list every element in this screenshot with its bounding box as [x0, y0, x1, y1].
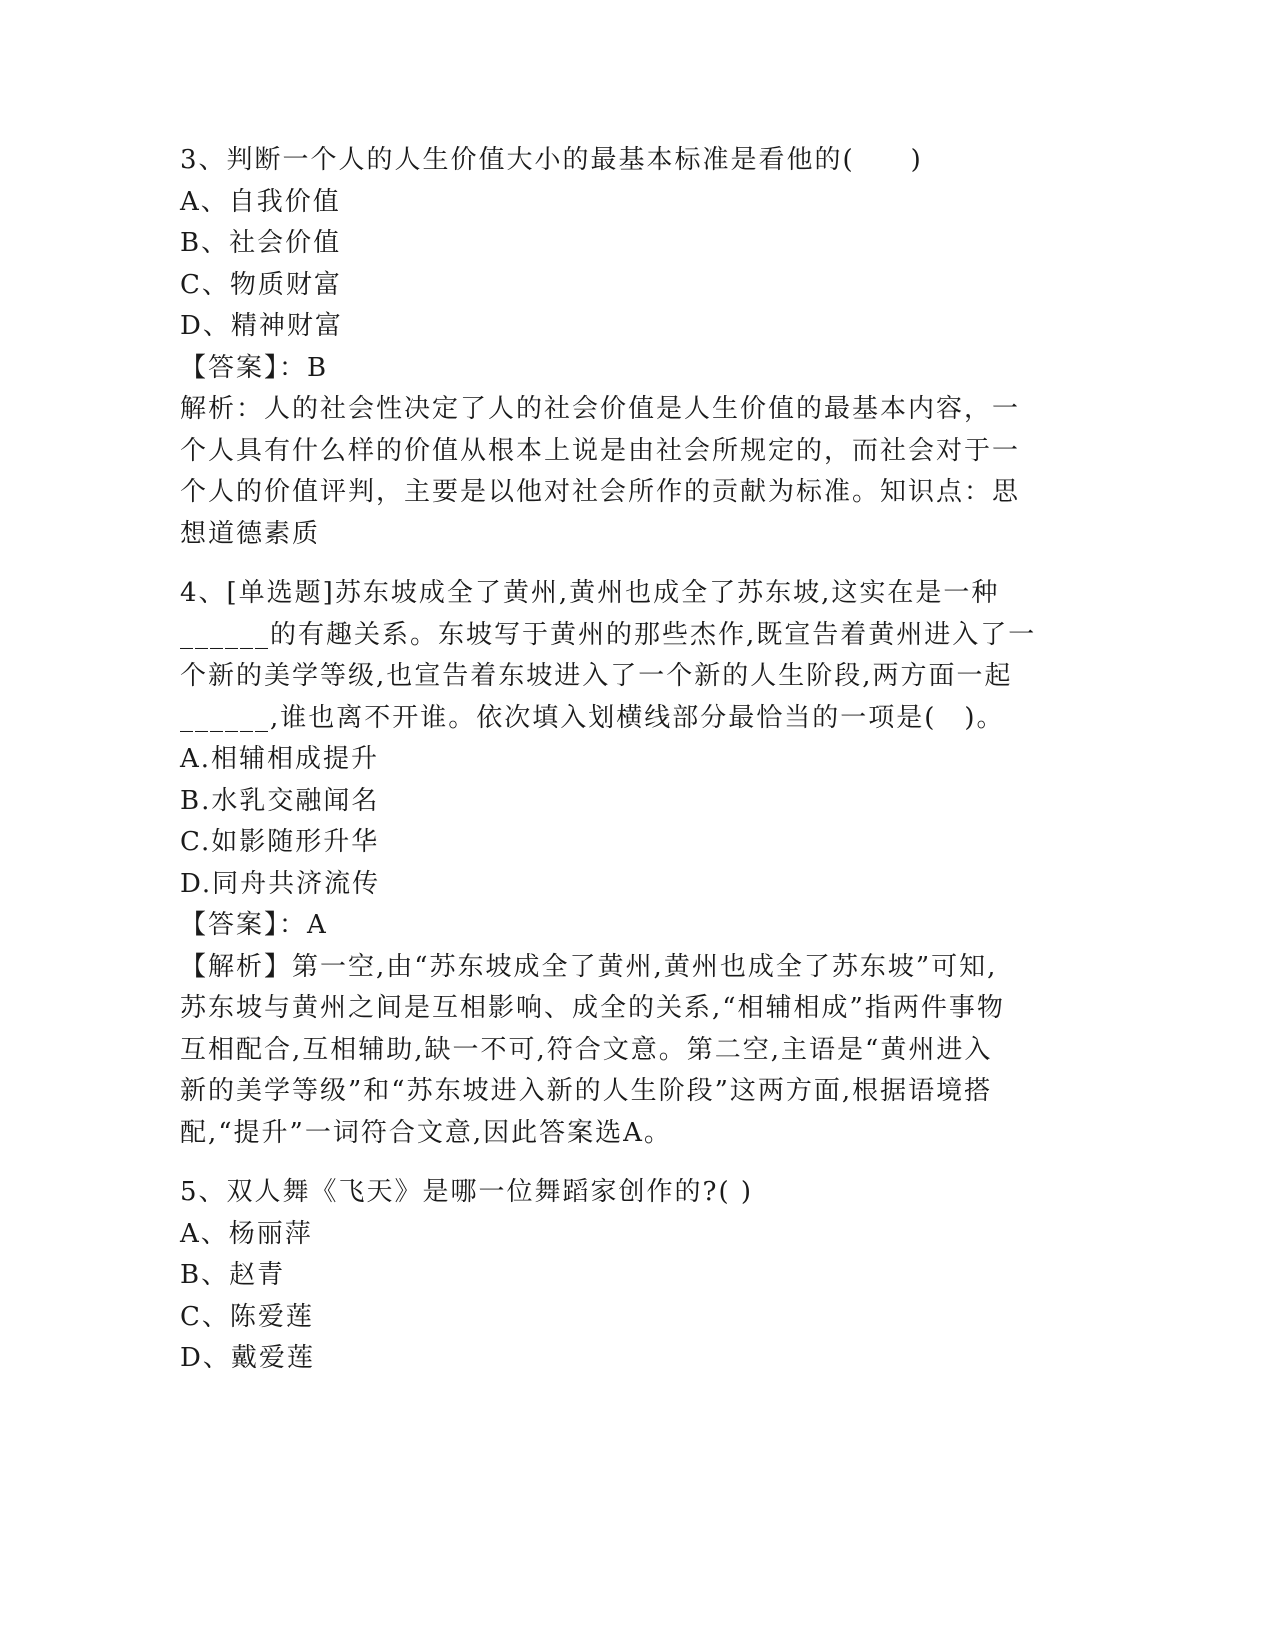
question-stem-line: 个新的美学等级,也宣告着东坡进入了一个新的人生阶段,两方面一起: [180, 661, 1013, 691]
spacer: [180, 555, 1040, 573]
option-c: C.如影随形升华: [180, 827, 380, 857]
question-stem-line: ______的有趣关系。东坡写于黄州的那些杰作,既宣告着黄州进入了一: [180, 619, 1037, 650]
option-d: D.同舟共济流传: [180, 868, 381, 899]
question-3: [180, 140, 1040, 555]
answer-line: 【答案】：B: [180, 352, 329, 383]
question-5: [180, 1172, 1040, 1380]
question-4: [180, 573, 1040, 1154]
analysis-line: 互相配合,互相辅助,缺一不可,符合文意。第二空,主语是“黄州进入: [180, 1034, 993, 1065]
analysis-line: 想道德素质: [180, 518, 321, 549]
option-b: B、赵青: [180, 1260, 286, 1290]
analysis-line: 个人的价值评判，主要是以他对社会所作的贡献为标准。知识点：思: [180, 477, 1021, 507]
analysis-line: 苏东坡与黄州之间是互相影响、成全的关系,“相辅相成”指两件事物: [180, 993, 1005, 1023]
option-c: C、陈爱莲: [180, 1301, 314, 1332]
option-b: B.水乳交融闻名: [180, 785, 380, 816]
question-stem: 5、双人舞《飞天》是哪一位舞蹈家创作的?( ): [180, 1177, 754, 1207]
analysis-line: 个人具有什么样的价值从根本上说是由社会所规定的，而社会对于一: [180, 435, 1021, 466]
option-a: A.相辅相成提升: [180, 744, 380, 774]
answer-line: 【答案】：A: [180, 910, 328, 940]
document-page: [180, 140, 1040, 1380]
option-c: C、物质财富: [180, 269, 342, 300]
question-stem: 3、判断一个人的人生价值大小的最基本标准是看他的( ): [180, 145, 923, 175]
option-b: B、社会价值: [180, 228, 342, 258]
option-d: D、精神财富: [180, 311, 343, 341]
analysis-line: 新的美学等级”和“苏东坡进入新的人生阶段”这两方面,根据语境搭: [180, 1076, 993, 1106]
option-a: A、自我价值: [180, 186, 341, 217]
question-stem-line: 4、[单选题]苏东坡成全了黄州,黄州也成全了苏东坡,这实在是一种: [180, 578, 1000, 608]
analysis-line: 配,“提升”一词符合文意,因此答案选A。: [180, 1117, 672, 1148]
analysis-line: 解析：人的社会性决定了人的社会价值是人生价值的最基本内容，一: [180, 394, 1021, 424]
option-d: D、戴爱莲: [180, 1343, 315, 1373]
spacer: [180, 1154, 1040, 1172]
analysis-line: 【解析】第一空,由“苏东坡成全了黄州,黄州也成全了苏东坡”可知,: [180, 951, 998, 982]
question-stem-line: ______,谁也离不开谁。依次填入划横线部分最恰当的一项是( )。: [180, 702, 1005, 733]
option-a: A、杨丽萍: [180, 1218, 313, 1249]
